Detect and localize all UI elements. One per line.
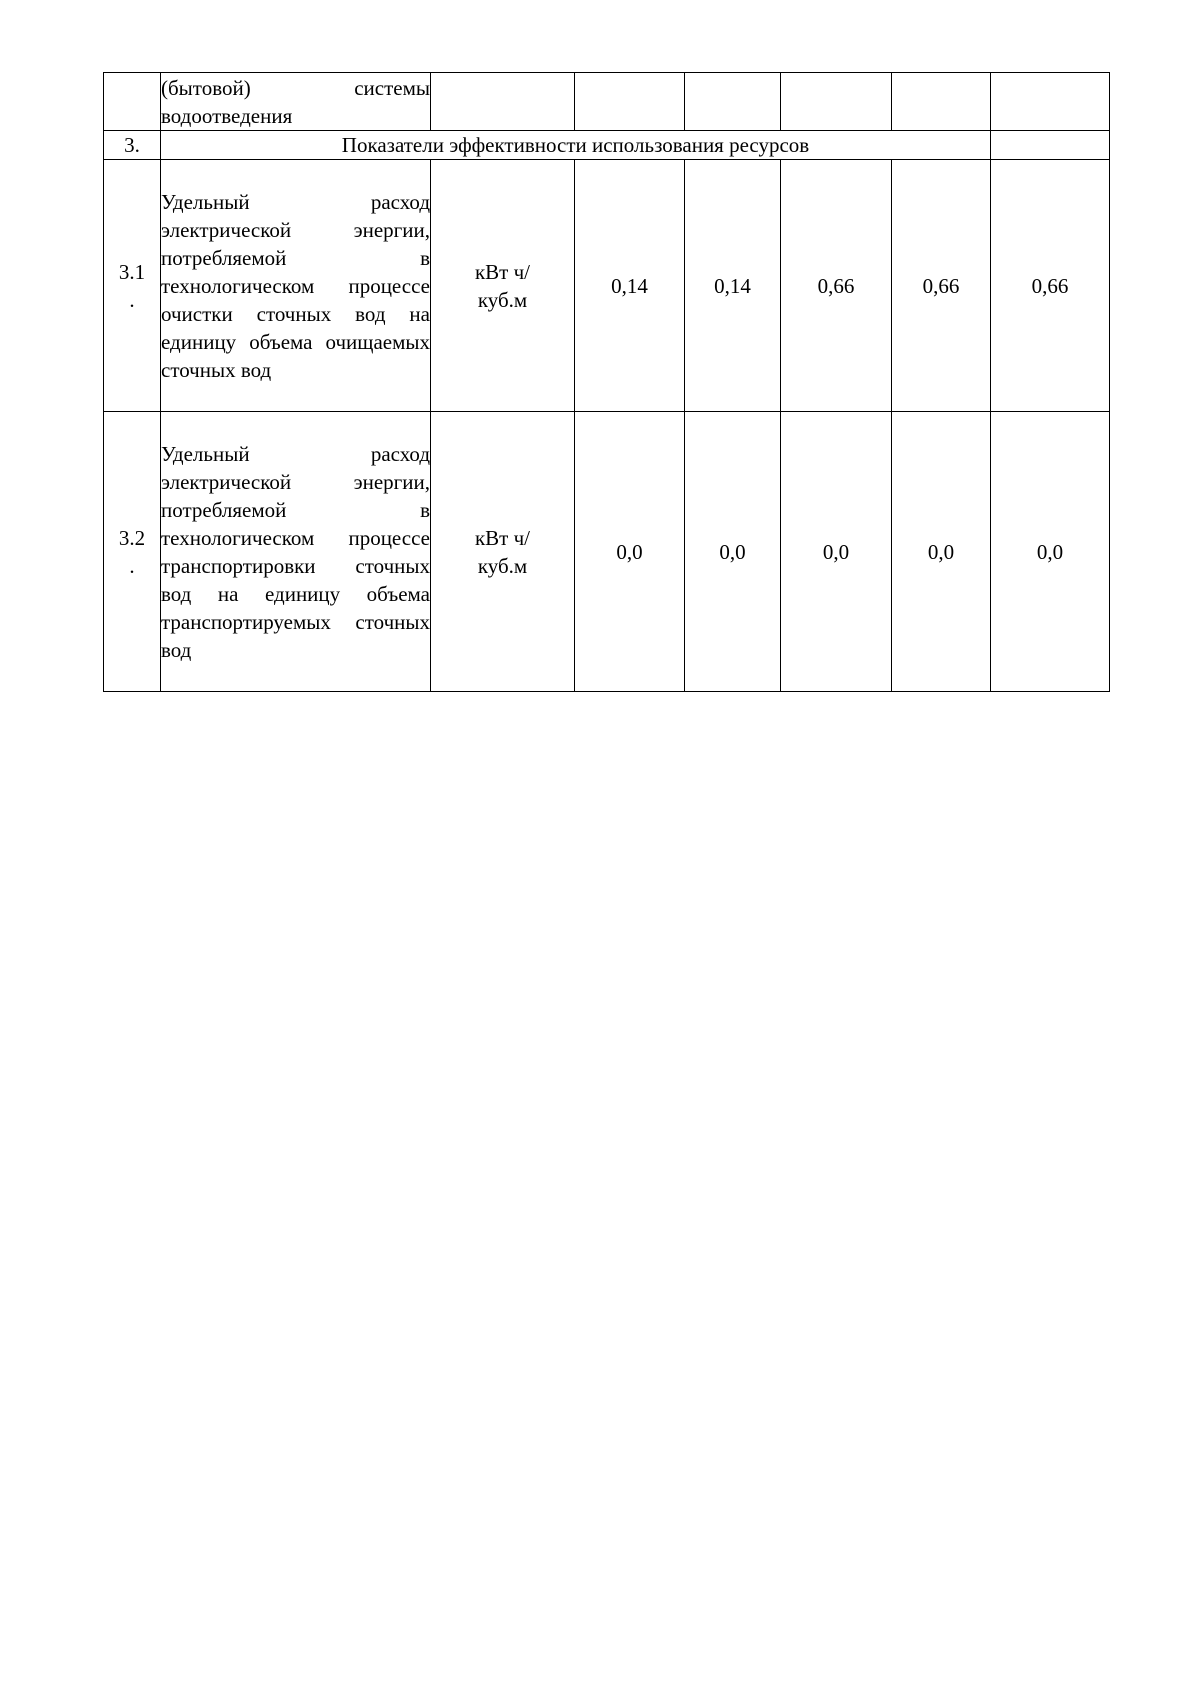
value-cell (781, 73, 892, 131)
row-description-cell: Удельный расход электрической энергии, потребляемой в технологическом процессе транспортировки сточных вод на единицу объема транспортируемых сточных вод (161, 412, 431, 692)
value-cell: 0,66 (781, 160, 892, 412)
value-cell: 0,14 (685, 160, 781, 412)
row-number-cell (104, 160, 161, 412)
value-cell: 0,14 (575, 160, 685, 412)
value-cell (575, 73, 685, 131)
section-number-cell: 3. (104, 131, 161, 160)
value-cell: 0,66 (892, 160, 991, 412)
table-row-section (104, 131, 1110, 160)
value-cell (892, 73, 991, 131)
value-cell: 0,0 (781, 412, 892, 692)
value-cell: 0,0 (685, 412, 781, 692)
table-row (104, 160, 1110, 412)
unit-line: кВт ч/ (474, 259, 531, 284)
unit-line: куб.м (477, 287, 528, 312)
row-description-cell: Удельный расход электрической энергии, потребляемой в технологическом процессе очистки сточных вод на единицу объема очищаемых сточных вод (161, 160, 431, 412)
value-cell (991, 131, 1110, 160)
table-row (104, 412, 1110, 692)
value-cell: 0,66 (991, 160, 1110, 412)
value-cell (685, 73, 781, 131)
unit-cell (431, 73, 575, 131)
section-title-cell: Показатели эффективности использования ресурсов (161, 131, 991, 160)
row-number: 3.1 (118, 259, 146, 284)
row-description-cell: (бытовой) системы водоотведения (161, 73, 431, 131)
row-number: 3.2 (118, 525, 146, 550)
table-row-continuation (104, 73, 1110, 131)
unit-line: куб.м (477, 553, 528, 578)
row-number-cell (104, 412, 161, 692)
unit-line: кВт ч/ (474, 525, 531, 550)
value-cell: 0,0 (575, 412, 685, 692)
row-number-dot: . (129, 287, 135, 312)
value-cell: 0,0 (991, 412, 1110, 692)
indicators-table (103, 72, 1110, 692)
row-number-cell (104, 73, 161, 131)
unit-cell (431, 412, 575, 692)
value-cell (991, 73, 1110, 131)
value-cell: 0,0 (892, 412, 991, 692)
unit-cell (431, 160, 575, 412)
row-number-dot: . (129, 553, 135, 578)
